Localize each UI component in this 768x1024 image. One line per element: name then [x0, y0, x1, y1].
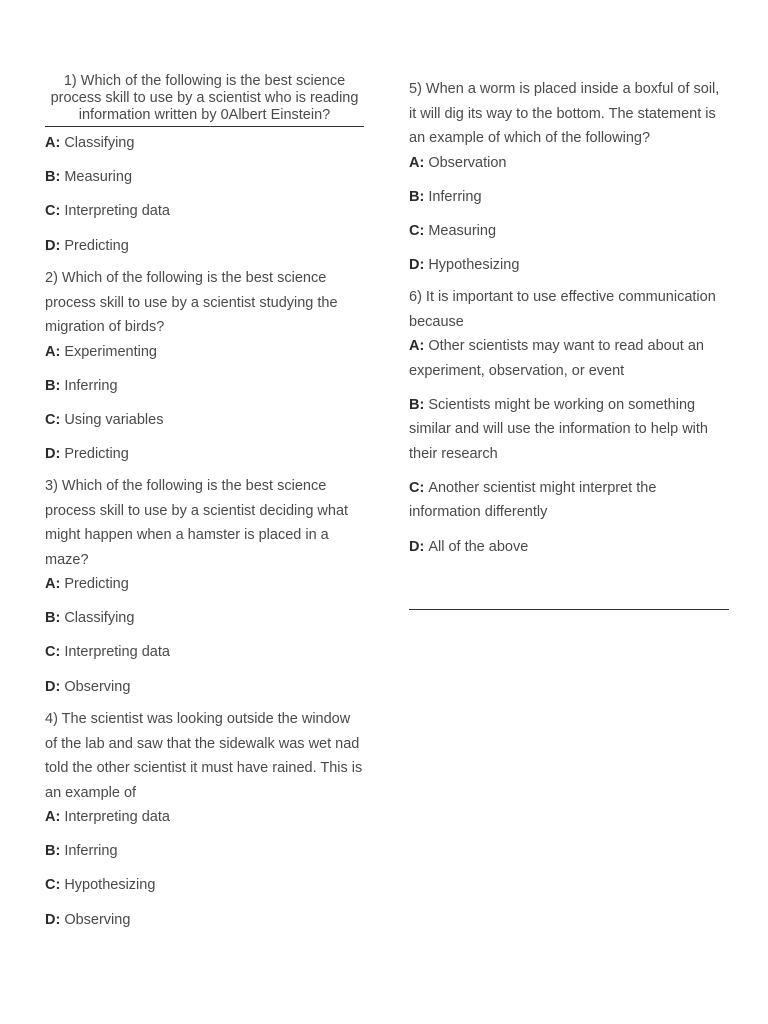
- question-5-option-c: [409, 219, 729, 244]
- question-4-option-a: [45, 805, 364, 830]
- option-text: Using variables: [64, 411, 164, 428]
- question-6-option-d: [409, 535, 729, 560]
- question-3-option-c: [45, 640, 364, 665]
- option-letter: D:: [409, 257, 425, 274]
- question-3-option-b: [45, 606, 364, 631]
- question-1-options: [45, 131, 364, 268]
- option-text: Measuring: [64, 169, 133, 186]
- option-letter: B:: [45, 843, 61, 860]
- option-letter: A:: [409, 154, 425, 171]
- question-4-stem: 4) The scientist was looking outside the window of the lab and saw that the sidewalk was wet nad told the other scientist it must have rained. This is an example of: [45, 711, 363, 801]
- question-2-option-a: [45, 340, 364, 365]
- option-text: All of the above: [428, 538, 529, 555]
- question-3-option-a: [45, 572, 364, 597]
- option-text: Other scientists may want to read about an experiment, observation, or event: [409, 338, 704, 379]
- question-3: [45, 474, 364, 709]
- option-text: Classifying: [64, 135, 135, 151]
- question-4: [45, 707, 364, 942]
- section-end-divider: [409, 609, 729, 610]
- question-6-option-a: [409, 334, 729, 383]
- question-4-option-b: [45, 839, 364, 864]
- option-letter: D:: [45, 678, 61, 695]
- option-letter: A:: [45, 343, 61, 360]
- option-letter: C:: [45, 644, 61, 661]
- question-1-stem: 1) Which of the following is the best science process skill to use by a scientist who is reading information written by 0Albert Einstein?: [50, 73, 359, 123]
- option-text: Observing: [64, 911, 131, 928]
- question-2-option-d: [45, 442, 364, 467]
- question-5: [409, 77, 729, 287]
- option-letter: B:: [45, 610, 61, 627]
- option-text: Inferring: [64, 377, 118, 394]
- option-text: Scientists might be working on something similar and will use the information to help with their research: [409, 396, 708, 462]
- option-text: Inferring: [428, 188, 482, 205]
- option-letter: C:: [45, 877, 61, 894]
- question-6-option-b: [409, 393, 729, 467]
- option-letter: D:: [45, 237, 61, 254]
- option-text: Interpreting data: [64, 203, 170, 220]
- question-1-option-b: [45, 165, 364, 190]
- question-4-option-d: [45, 908, 364, 933]
- option-letter: B:: [409, 188, 425, 205]
- question-1-divider: [45, 126, 364, 127]
- question-2-option-b: [45, 374, 364, 399]
- question-2-stem: 2) Which of the following is the best science process skill to use by a scientist studying the migration of birds?: [45, 270, 338, 335]
- question-3-stem: 3) Which of the following is the best science process skill to use by a scientist deciding what might happen when a hamster is placed in a maze?: [45, 478, 349, 568]
- option-letter: B:: [45, 169, 61, 186]
- option-letter: A:: [45, 576, 61, 592]
- option-text: Observing: [64, 678, 131, 695]
- option-letter: D:: [45, 446, 61, 463]
- question-1-option-a: [45, 131, 364, 156]
- question-5-stem: 5) When a worm is placed inside a boxful of soil, it will dig its way to the bottom. The statement is an example of which of the following?: [409, 81, 720, 146]
- option-text: Experimenting: [64, 343, 157, 360]
- option-text: Interpreting data: [64, 644, 170, 661]
- option-letter: C:: [409, 479, 425, 496]
- option-text: Hypothesizing: [428, 257, 520, 274]
- option-letter: C:: [409, 222, 425, 239]
- question-1-option-d: [45, 234, 364, 259]
- question-1-option-c: [45, 199, 364, 224]
- option-text: Predicting: [64, 576, 129, 592]
- option-letter: A:: [45, 809, 61, 825]
- question-6-stem: 6) It is important to use effective communication because: [409, 289, 716, 330]
- question-2: [45, 266, 364, 476]
- question-3-option-d: [45, 675, 364, 700]
- question-5-option-b: [409, 185, 729, 210]
- option-letter: A:: [409, 338, 425, 354]
- option-letter: A:: [45, 135, 61, 151]
- option-text: Predicting: [64, 446, 129, 463]
- option-text: Measuring: [428, 222, 497, 239]
- option-letter: D:: [45, 911, 61, 928]
- option-letter: C:: [45, 411, 61, 428]
- option-letter: B:: [45, 377, 61, 394]
- option-text: Hypothesizing: [64, 877, 156, 894]
- option-text: Another scientist might interpret the information differently: [409, 479, 657, 521]
- question-6: [409, 285, 729, 569]
- option-text: Inferring: [64, 843, 118, 860]
- question-4-option-c: [45, 873, 364, 898]
- question-6-option-c: [409, 476, 729, 525]
- option-letter: C:: [45, 203, 61, 220]
- option-text: Interpreting data: [64, 809, 170, 825]
- option-text: Observation: [428, 154, 507, 171]
- question-5-option-a: [409, 151, 729, 176]
- option-letter: D:: [409, 538, 425, 555]
- option-text: Predicting: [64, 237, 129, 254]
- option-letter: B:: [409, 396, 425, 413]
- question-2-option-c: [45, 408, 364, 433]
- option-text: Classifying: [64, 610, 135, 627]
- question-5-option-d: [409, 253, 729, 278]
